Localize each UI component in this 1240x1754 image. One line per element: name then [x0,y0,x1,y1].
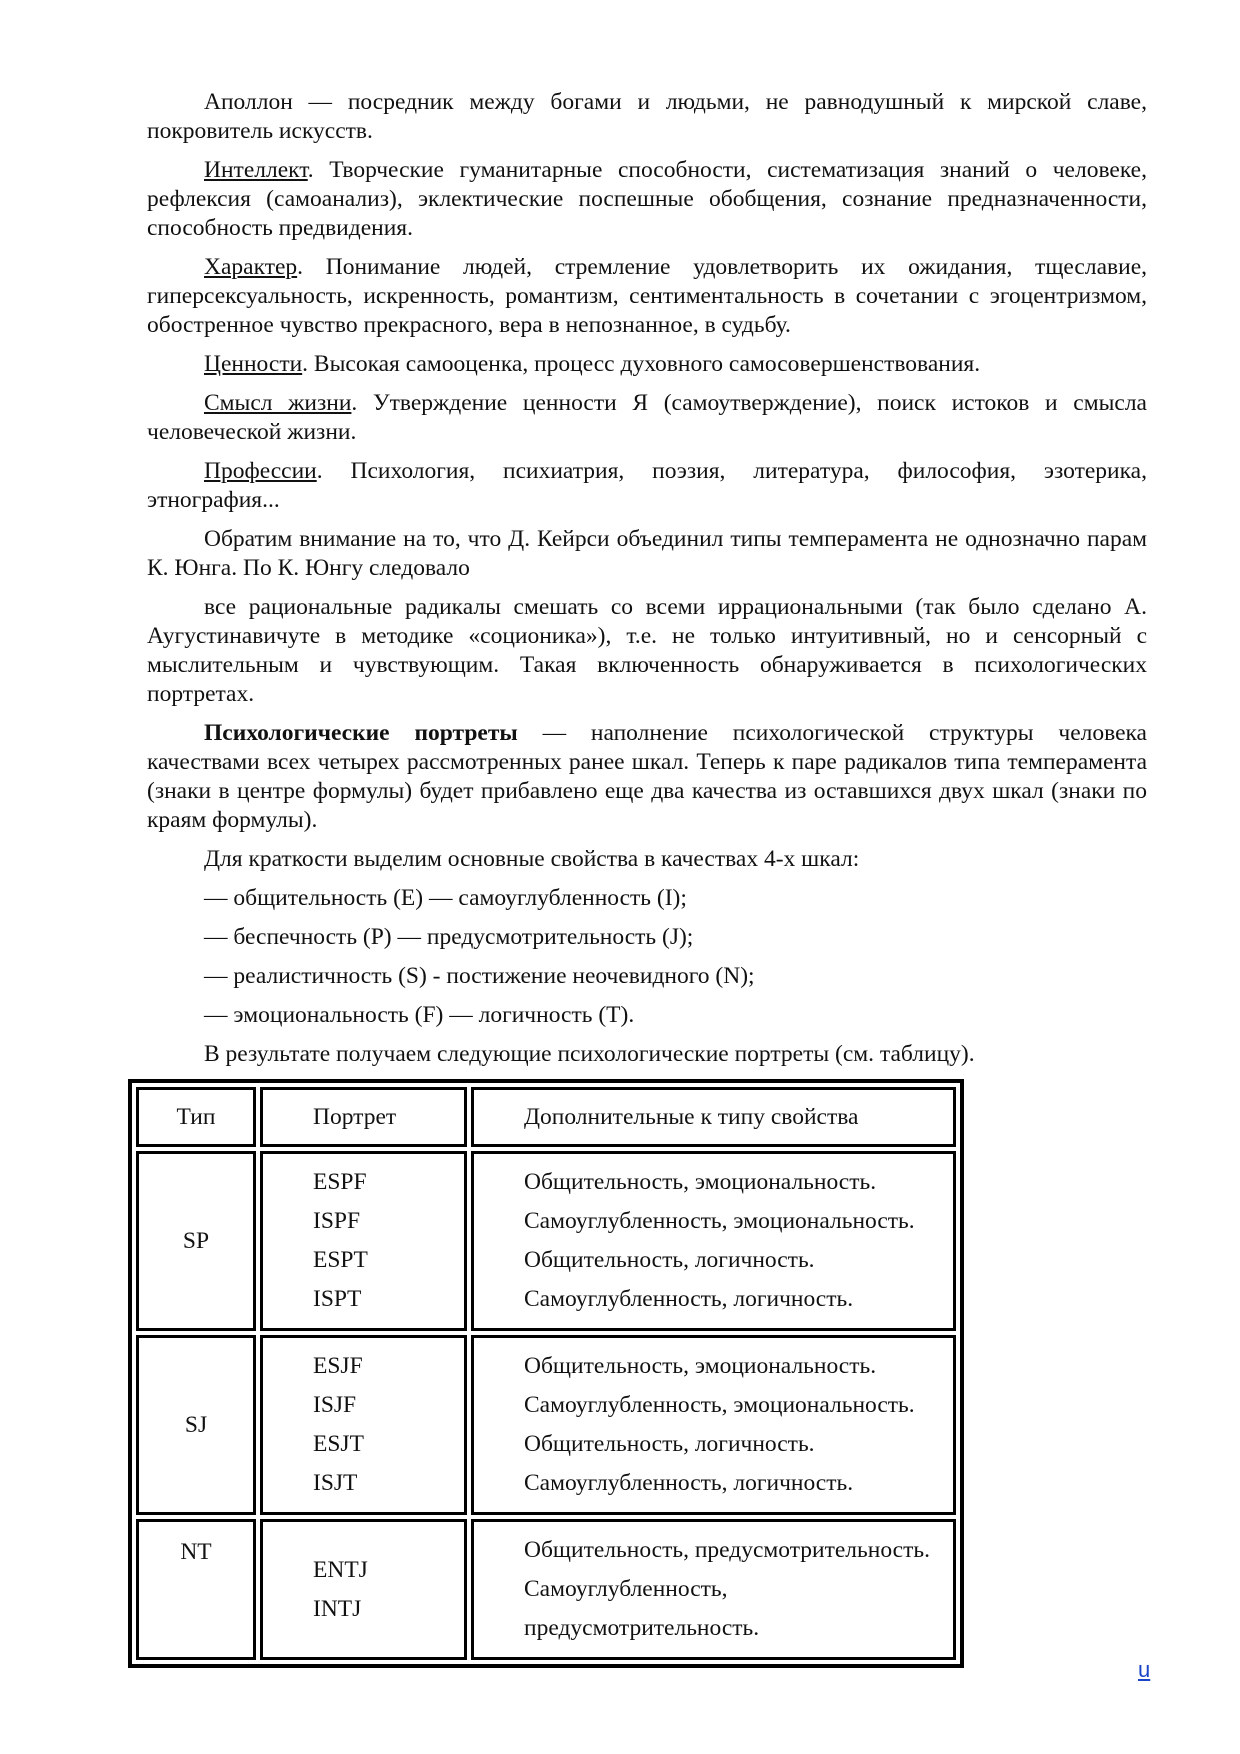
heading-intellect: Интеллект [204,157,308,183]
paragraph-result: В результате получаем следующие психологические портреты (см. таблицу). [204,1041,975,1067]
paragraph-keirsey: Обратим внимание на то, что Д. Кейрси объединил типы темперамента не однозначно парам К. Юнга. По К. Юнгу следовало [147,526,1147,581]
portrait-cell: ESPF ISPF ESPT ISPT [260,1151,467,1331]
portraits-table [128,1079,964,1668]
paragraph-values: Ценности. Высокая самооценка, процесс духовного самосовершенствования. [204,351,981,377]
type-cell-sp: SP [136,1151,256,1331]
properties-cell: Общительность, эмоциональность. Самоуглубленность, эмоциональность. Общительность, логичность. Самоуглубленность, логичность. [471,1151,956,1331]
type-cell-nt: NT [136,1519,256,1660]
properties-cell: Общительность, предусмотрительность. Самоуглубленность, предусмотрительность. [471,1519,956,1660]
paragraph-professions: Профессии. Психология, психиатрия, поэзия, литература, философия, эзотерика, этнография... [147,458,1147,513]
body-text [147,88,1147,1079]
portrait-cell: ENTJ INTJ [260,1519,467,1660]
table-header-row [136,1087,956,1147]
paragraph-psych-portraits: Психологические портреты — наполнение психологической структуры человека качествами всех четырех рассмотренных ранее шкал. Теперь к паре радикалов типа темперамента (знаки в центре формулы) будет прибавлено еще два качества из оставшихся двух шкал (знаки по краям формулы). [147,720,1147,833]
header-portrait: Портрет [260,1087,467,1147]
paragraph-meaning-of-life: Смысл жизни. Утверждение ценности Я (самоутверждение), поиск истоков и смысла человеческой жизни. [147,390,1147,445]
paragraph-brevity: Для краткости выделим основные свойства в качествах 4-х шкал: [204,846,860,872]
heading-meaning-of-life: Смысл жизни [204,390,352,416]
type-cell-sj: SJ [136,1335,256,1515]
table-row [136,1335,956,1515]
table-row [136,1151,956,1331]
list-item: — беспечность (Р) — предусмотрительность (J); [204,924,694,950]
header-properties: Дополнительные к типу свойства [471,1087,956,1147]
heading-professions: Профессии [204,458,317,484]
page-marker-link[interactable]: u [1138,1657,1151,1682]
list-item: — общительность (Е) — самоуглубленность (I); [204,885,687,911]
header-type: Тип [136,1087,256,1147]
list-item: — эмоциональность (F) — логичность (Т). [204,1002,635,1028]
paragraph-apollo: Аполлон — посредник между богами и людьми, не равнодушный к мирской славе, покровитель искусств. [147,89,1147,144]
term-psych-portraits: Психологические портреты [204,720,518,746]
properties-cell: Общительность, эмоциональность. Самоуглубленность, эмоциональность. Общительность, логичность. Самоуглубленность, логичность. [471,1335,956,1515]
paragraph-intellect: Интеллект. Творческие гуманитарные способности, систематизация знаний о человеке, рефлексия (самоанализ), эклектические поспешные обобщения, сознание предназначенности, способность предвидения. [147,157,1147,241]
paragraph-rational-radicals: все рациональные радикалы смешать со всеми иррациональными (так было сделано А. Аугустинавичуте в методике «соционика»), т.е. не только интуитивный, но и сенсорный с мыслительным и чувствующим. Такая включенность обнаруживается в психологических портретах. [147,594,1147,707]
table-row [136,1519,956,1660]
heading-values: Ценности [204,351,303,377]
paragraph-character: Характер. Понимание людей, стремление удовлетворить их ожидания, тщеславие, гиперсексуальность, искренность, романтизм, сентиментальность в сочетании с эгоцентризмом, обостренное чувство прекрасного, вера в непознанное, в судьбу. [147,254,1147,338]
list-item: — реалистичность (S) - постижение неочевидного (N); [204,963,755,989]
heading-character: Характер [204,254,298,280]
portrait-cell: ESJF ISJF ESJT ISJT [260,1335,467,1515]
